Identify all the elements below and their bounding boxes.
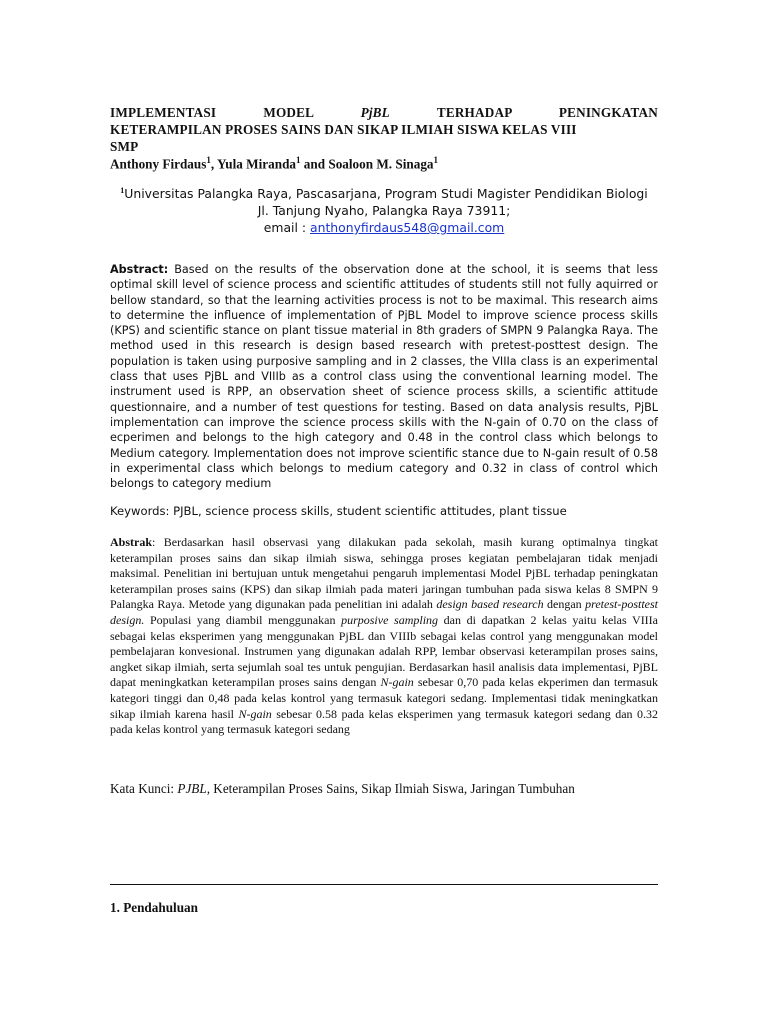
horizontal-divider	[110, 884, 658, 885]
title-italic-pjbl: PjBL	[360, 105, 390, 120]
english-abstract	[110, 262, 658, 491]
abstract-label: Abstract:	[110, 263, 169, 276]
author-list: Anthony Firdaus$^1$, Yula Miranda$^1$ and Soaloon M. Sinaga$^1$	[110, 155, 439, 172]
affiliation-block	[100, 182, 668, 236]
affiliation-line-2: Jl. Tanjung Nyaho, Palangka Raya 73911;	[257, 203, 511, 219]
english-keywords: Keywords: PJBL, science process skills, student scientific attitudes, plant tissue	[110, 504, 567, 518]
affiliation-line-1: $^1$Universitas Palangka Raya, Pascasarjana, Program Studi Magister Pendidikan Biologi	[120, 186, 648, 202]
abstract-text: Based on the results of the observation done at the school, it is seems that less optimal skill level of science process and scientific attitudes of students still not fully aquirred or bellow standard, so that the learning activities process is not to be maximal. This research aims to determine the influence of implementation of PjBL Model to improve science process skills (KPS) and scientific stance on plant tissue material in 8th graders of SMPN 9 Palangka Raya. The method used in this research is design based research with pretest-posttest design. The population is taken using purposive sampling and in 2 classes, the VIIIa class is an experimental class that uses PjBL and VIIIb as a control class using the conventional learning model. The instrument used is RPP, an observation sheet of science process skills, a scientific attitude questionnaire, and a number of test questions for testing. Based on data analysis results, PjBL implementation can improve the science process skills with the N-gain of 0.70 on the class of ecperimen and belongs to the high category and 0.48 in the control class which belongs to Medium category. Implementation does not improve scientific stance due to N-gain result of 0.58 in experimental class which belongs to medium category and 0.32 in class of control which belongs to category medium	[110, 263, 658, 491]
title-line-3: SMP	[110, 139, 139, 154]
indonesian-abstract: Abstrak: Berdasarkan hasil observasi yang dilakukan pada sekolah, masih kurang optimalnya tingkat keterampilan proses sains dan sikap ilmiah siswa, sehingga proses kegiatan pembelajaran tidak menjadi maksimal. Penelitian ini bertujuan untuk mengetahui pengaruh implementasi Model PjBL terhadap peningkatan keterampilan proses sains (KPS) dan sikap ilmiah pada materi jaringan tumbuhan pada siswa kelas 8 SMPN 9 Palangka Raya. Metode yang digunakan pada penelitian ini adalah design based research dengan pretest-posttest design. Populasi yang diambil menggunakan purposive sampling dan di dapatkan 2 kelas yaitu kelas VIIIa sebagai kelas eksperimen yang menggunakan PjBL dan VIIIb sebagai kelas control yang menggunakan model pembelajaran konvesional. Instrumen yang digunakan adalah RPP, lembar observasi keterampilan proses sains, angket sikap ilmiah, serta sejumlah soal tes untuk pengujian. Berdasarkan hasil analisis data implementasi, PjBL dapat meningkatkan keterampilan proses sains dengan N-gain sebesar 0,70 pada kelas ekperimen dan termasuk kategori tinggi dan 0,48 pada kelas kontrol yang termasuk kategori sedang. Implementasi tidak meningkatkan sikap ilmiah karena hasil N-gain sebesar 0.58 pada kelas eksperimen yang termasuk kategori sedang dan 0.32 pada kelas kontrol yang termasuk kategori sedang	[110, 535, 659, 737]
author-2: , Yula Miranda	[210, 156, 296, 172]
email-link[interactable]: anthonyfirdaus548@gmail.com	[310, 220, 505, 236]
abstrak-label: Abstrak	[110, 535, 153, 549]
title-line-1: IMPLEMENTASI MODEL PjBL TERHADAP PENINGKATAN	[110, 105, 658, 120]
paper-title	[110, 104, 658, 155]
indonesian-keywords: Kata Kunci: PJBL, Keterampilan Proses Sains, Sikap Ilmiah Siswa, Jaringan Tumbuhan	[110, 781, 575, 796]
author-3: and Soaloon M. Sinaga	[300, 156, 434, 172]
author-1: Anthony Firdaus	[110, 156, 207, 172]
title-line-2: KETERAMPILAN PROSES SAINS DAN SIKAP ILMIAH SISWA KELAS VIII	[110, 122, 577, 137]
affiliation-email: email : anthonyfirdaus548@gmail.com	[263, 220, 505, 236]
section-heading: 1. Pendahuluan	[110, 900, 198, 915]
